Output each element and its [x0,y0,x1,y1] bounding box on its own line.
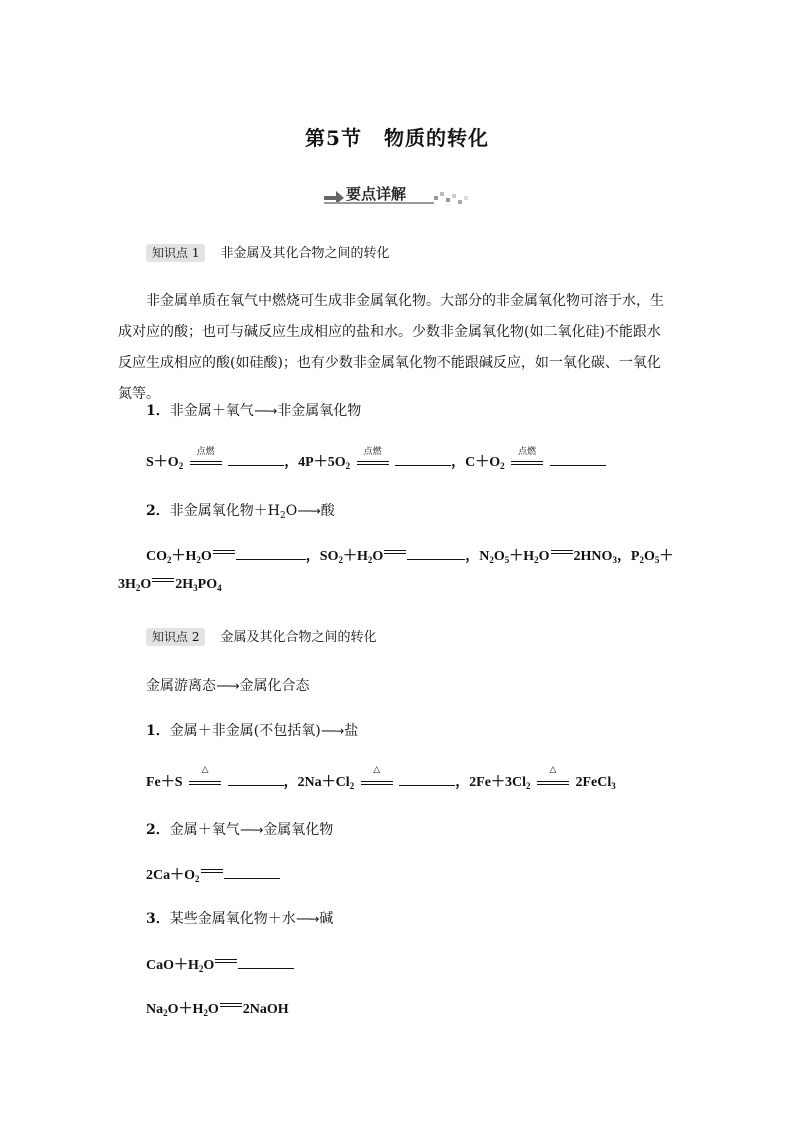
answer-blank[interactable] [238,956,294,969]
kp2-equations-3: $CaO+H_2O$ [146,954,294,974]
condition-ignite: 点燃 [190,450,222,468]
kp2-title: 金属及其化合物之间的转化 [220,630,377,645]
kp1-heading-2: 2．非金属氧化物$+H_2O──\to$酸 [146,503,335,521]
kp1-tag: 知识点 1 [146,244,205,262]
kp2-tag: 知识点 2 [146,628,205,646]
kp2-intro: 金属游离态──→金属化合态 [146,678,310,694]
page-title [0,122,794,151]
condition-ignite: 点燃 [511,450,543,468]
kp2-equations-4: $Na_2O+H_2O$ 2NaOH [146,1002,289,1018]
answer-blank[interactable] [236,547,306,560]
condition-ignite: 点燃 [357,450,389,468]
kp2-equations-2: $2Ca+O_2$ [146,864,280,884]
kp2-header [146,626,377,645]
answer-blank[interactable] [228,773,284,786]
condition-heat: △ [361,770,393,788]
section-number: 第5节 [305,126,362,150]
kp2-heading-1: 1．金属＋非金属(不包括氧)──→盐 [146,723,359,739]
kp2-equations-1: Fe＋S △ ，$2Na+Cl_2$ △ ，$2Fe+3Cl_2$ △ 2FeCl$_3$ [146,764,616,791]
banner-label: 要点详解 [346,185,407,203]
answer-blank[interactable] [407,547,465,560]
condition-heat: △ [189,770,221,788]
kp1-heading-1: 1．非金属＋氧气──→非金属氧化物 [146,403,362,419]
kp1-equations-2b: $3H_2O$ $2H_3PO_4$ [118,577,222,593]
section-banner [322,182,472,206]
kp1-equations-2a: $CO_2+H_2O$ ，$SO_2+H_2O$ ，$N_2O_5+H_2O$ $2HNO_3$，$P_2O_5+$ [146,549,674,565]
answer-blank[interactable] [228,453,284,466]
answer-blank[interactable] [395,453,451,466]
kp2-heading-2: 2．金属＋氧气──→金属氧化物 [146,822,334,838]
section-name: 物质的转化 [383,126,489,150]
kp1-equations-1: $S+O_2$ 点燃 ，$4P+5O_2$ 点燃 ，$C+O_2$ 点燃 [146,450,606,471]
kp1-paragraph: 非金属单质在氧气中燃烧可生成非金属氧化物。大部分的非金属氧化物可溶于水，生成对应的酸；也可与碱反应生成相应的盐和水。少数非金属氧化物(如二氧化硅)不能跟水反应生成相应的酸(如硅酸)；也有少数非金属氧化物不能跟碱反应，如一氧化碳、一氧化氮等。 [118,293,664,402]
answer-blank[interactable] [224,866,280,879]
kp1-title: 非金属及其化合物之间的转化 [220,246,390,261]
kp1-header [146,242,390,261]
kp2-heading-3: 3．某些金属氧化物＋水──→碱 [146,911,334,927]
answer-blank[interactable] [399,773,455,786]
answer-blank[interactable] [550,453,606,466]
condition-heat: △ [537,770,569,788]
